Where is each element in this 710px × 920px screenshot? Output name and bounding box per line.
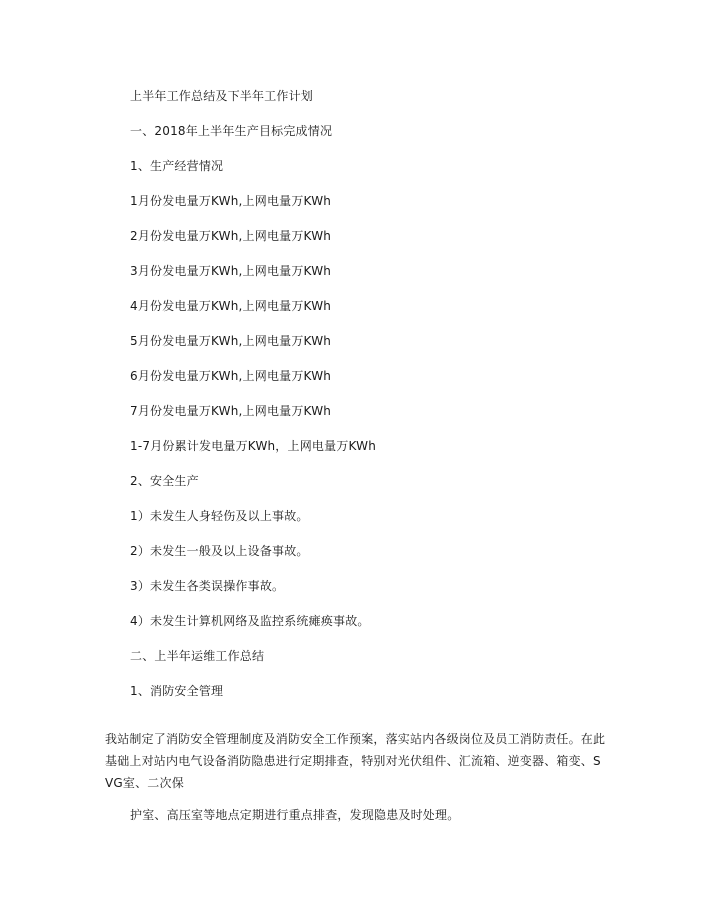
cumulative-line: 1-7月份累计发电量万KWh，上网电量万KWh [130,439,377,453]
subheading-production-operations: 1、生产经营情况 [130,159,224,173]
body-paragraph [105,728,605,794]
monthly-line-2: 2月份发电量万KWh,上网电量万KWh [130,229,332,243]
monthly-line-3: 3月份发电量万KWh,上网电量万KWh [130,264,332,278]
monthly-line-1: 1月份发电量万KWh,上网电量万KWh [130,194,332,208]
document-title: 上半年工作总结及下半年工作计划 [130,89,314,103]
paragraph-line-3: VG室、二次保 [105,776,184,790]
subheading-safety: 2、安全生产 [130,474,199,488]
paragraph-line-1: 我站制定了消防安全管理制度及消防安全工作预案，落实站内各级岗位及员工消防责任。在此 [105,732,606,746]
subheading-fire-safety: 1、消防安全管理 [130,684,224,698]
continuation-line: 护室、高压室等地点定期进行重点排查，发现隐患及时处理。 [130,808,460,822]
safety-item-4: 4）未发生计算机网络及监控系统瘫痪事故。 [130,614,370,628]
section-heading-production-targets: 一、2018年上半年生产目标完成情况 [130,124,333,138]
monthly-line-6: 6月份发电量万KWh,上网电量万KWh [130,369,332,383]
safety-item-2: 2）未发生一般及以上设备事故。 [130,544,309,558]
safety-item-3: 3）未发生各类误操作事故。 [130,579,285,593]
paragraph-line-2: 基础上对站内电气设备消防隐患进行定期排查，特别对光伏组件、汇流箱、逆变器、箱变、S [105,754,601,768]
safety-item-1: 1）未发生人身轻伤及以上事故。 [130,509,309,523]
monthly-line-4: 4月份发电量万KWh,上网电量万KWh [130,299,332,313]
section-heading-om-summary: 二、上半年运维工作总结 [130,649,265,663]
monthly-line-7: 7月份发电量万KWh,上网电量万KWh [130,404,332,418]
monthly-line-5: 5月份发电量万KWh,上网电量万KWh [130,334,332,348]
